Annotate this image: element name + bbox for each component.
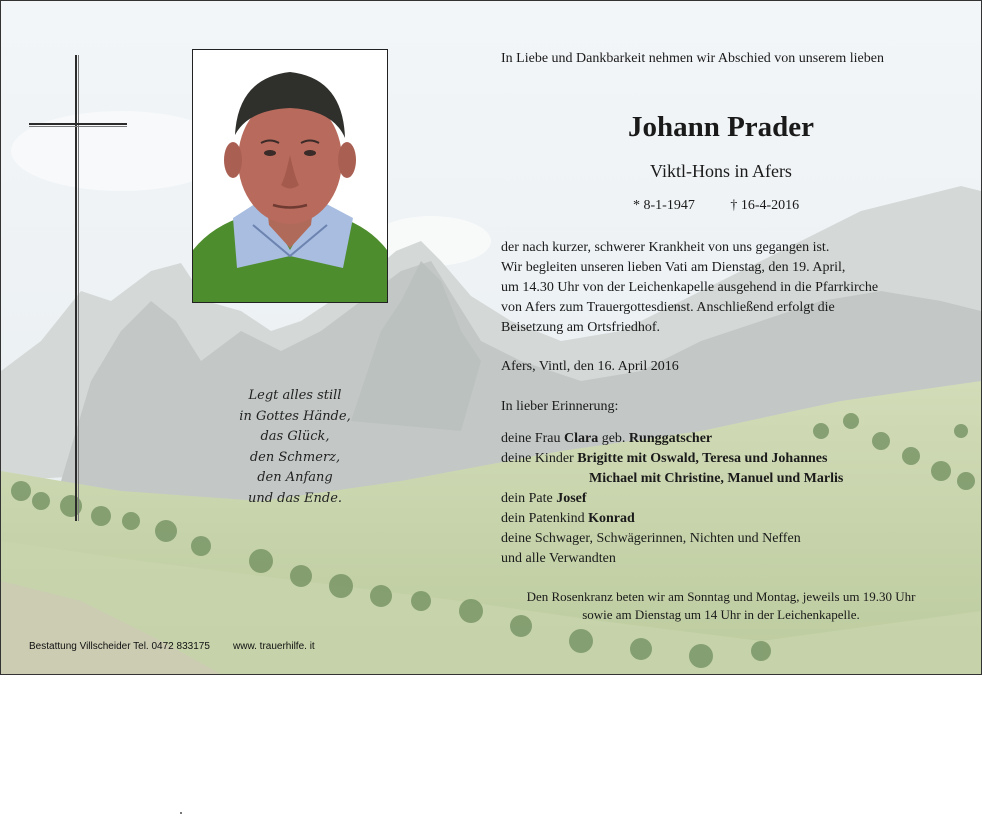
mourner-children	[501, 449, 843, 469]
mourner-relation: deine Frau	[501, 431, 561, 446]
deceased-nickname: Viktl-Hons in Afers	[650, 161, 792, 181]
mourners-list	[501, 429, 843, 569]
announcement-line: Wir begleiten unseren lieben Vati am Dienstag, den 19. April,	[501, 260, 846, 275]
poem-line: das Glück,	[260, 429, 330, 444]
poem-line: in Gottes Hände,	[239, 408, 351, 424]
stray-dot	[180, 812, 182, 814]
mourner-inlaws: deine Schwager, Schwägerinnen, Nichten und Neffen	[501, 531, 801, 546]
place-date: Afers, Vintl, den 16. April 2016	[501, 359, 679, 374]
cross-icon	[27, 55, 131, 521]
website-link[interactable]: www. trauerhilfe. it	[233, 641, 315, 652]
life-dates	[633, 198, 799, 214]
mourner-name: Runggatscher	[628, 431, 713, 446]
poem-line: den Schmerz,	[249, 449, 341, 465]
poem-line: den Anfang	[257, 470, 333, 485]
mourner-name: Brigitte mit Oswald, Teresa und Johannes	[577, 451, 828, 466]
rosary-notice	[501, 588, 941, 624]
funeral-announcement	[501, 238, 878, 338]
announcement-line: Beisetzung am Ortsfriedhof.	[501, 320, 661, 335]
mourner-godfather	[501, 489, 843, 509]
mourner-name: Michael mit Christine, Manuel und Marlis	[589, 471, 844, 486]
mourners-intro: In lieber Erinnerung:	[501, 399, 619, 414]
mourner-godchild	[501, 509, 843, 529]
announcement-line: um 14.30 Uhr von der Leichenkapelle ausgehend in die Pfarrkirche	[501, 280, 879, 295]
poem-line: Legt alles still	[248, 388, 342, 403]
poem	[205, 386, 385, 509]
undertaker-contact: Bestattung Villscheider Tel. 0472 833175	[29, 641, 210, 652]
announcement-line: von Afers zum Trauergottesdienst. Anschließend erfolgt die	[501, 300, 835, 315]
mourner-wife	[501, 429, 843, 449]
mourner-relation: deine Kinder	[501, 451, 574, 466]
mourner-relation: geb.	[601, 431, 626, 446]
deceased-name: Johann Prader	[627, 111, 815, 143]
mourner-relation: dein Pate	[501, 491, 553, 506]
mourner-relatives: und alle Verwandten	[501, 551, 616, 566]
poem-line: und das Ende.	[247, 490, 343, 506]
death-date: † 16-4-2016	[730, 198, 800, 213]
mourner-name: Josef	[556, 491, 587, 506]
mourner-name: Konrad	[588, 511, 635, 526]
announcement-line: der nach kurzer, schwerer Krankheit von uns gegangen ist.	[501, 240, 830, 255]
rosary-line: Den Rosenkranz beten wir am Sonntag und Montag, jeweils um 19.30 Uhr	[526, 589, 916, 604]
portrait-photo	[192, 49, 388, 303]
mourner-children-cont	[501, 469, 843, 489]
birth-date: * 8-1-1947	[633, 198, 695, 213]
rosary-line: sowie am Dienstag um 14 Uhr in der Leichenkapelle.	[582, 607, 860, 622]
mourner-name: Clara	[563, 431, 599, 446]
mourner-relation: dein Patenkind	[501, 511, 585, 526]
intro-text: In Liebe und Dankbarkeit nehmen wir Abschied von unserem lieben	[501, 51, 884, 66]
